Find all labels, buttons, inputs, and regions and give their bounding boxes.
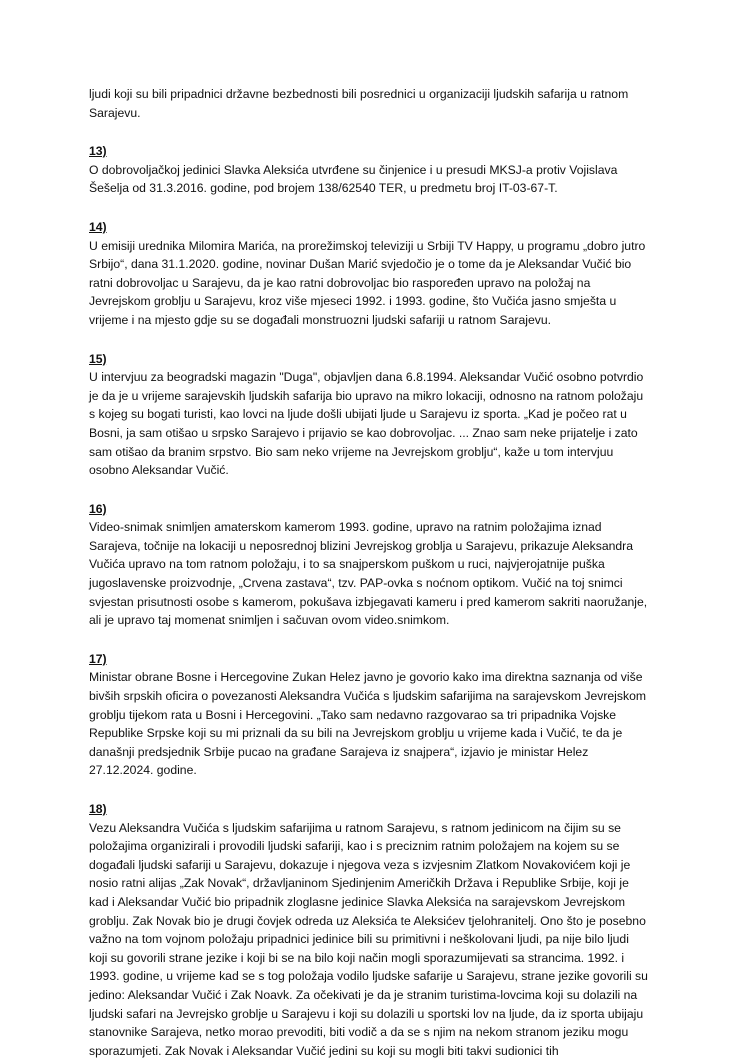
section-text: O dobrovoljačkoj jedinici Slavka Aleksića utvrđene su činjenice i u presudi MKSJ-a protiv Vojislava Šešelja od 31.3.2016. godine, pod brojem 138/62540 TER, u predmetu broj IT-03-67-T. [89,162,618,196]
section-number: 13) [89,144,107,159]
section-number: 18) [89,802,107,816]
section-13 [89,142,649,198]
section-text: Vezu Aleksandra Vučića s ljudskim safarijima u ratnom Sarajevu, s ratnom jedinicom na čijim su se položajima organizirali i provodili ljudski safariji, kao i s preciznim ratnim položajem na kojem su se događali ljudski safariji u Sarajevu, dokazuje i njegova veza s izvjesnim Zlatkom Novakovićem koji je nosio ratni alijas „Zak Novak“, državljaninom Sjedinjenim Američkih Država i Republike Srbije, koji je kad i Aleksandar Vučić bio pripadnik zloglasne jedinice Slavka Aleksića na sarajevskom Jevrejskom groblju. Zak Novak bio je drugi čovjek odreda uz Aleksića te Aleksićev tjelohranitelj. Ono što je posebno važno na tom vojnom položaju pripadnici jedinice bili su primitivni i neškolovani ljudi, pa nije bilo ljudi koji su govorili strane jezike i koji bi se na bilo koji način mogli sporazumijevati sa strancima. 1992. i 1993. godine, u vrijeme kad se s tog položaja vodilo ljudske safarije u Sarajevu, strane jezike govorili su jedino: Aleksandar Vučić i Zak Noavk. Za očekivati je da je stranim turistima-lovcima koji su dolazili na ljudski safari na Jevrejsko groblje u Sarajevu i koji su dolazili u sportski lov na ljude, da iz sporta ubijaju stanovnike Sarajeva, netko morao prevoditi, biti vodič a da se s njim na nekom stranom jeziku mogu sporazumjeti. Zak Novak i Aleksandar Vučić jedini su koji su mogli biti takvi sudionici tih [89,820,648,1058]
section-17 [89,650,649,780]
section-text: Ministar obrane Bosne i Hercegovine Zukan Helez javno je govorio kako ima direktna saznanja od više bivših srpskih oficira o povezanosti Aleksandra Vučića s ljudskim safarijima na sarajevskom Jevrejskom groblju tijekom rata u Bosni i Hercegovini. „Tako sam nedavno razgovarao sa tri pripadnika Vojske Republike Srpske koji su mi priznali da su bili na Jevrejskom groblju u vrijeme kada i Vučić, te da je današnji predsjednik Srbije pucao na građane Sarajeva iz snajpera“, izjavio je ministar Helez 27.12.2024. godine. [89,670,647,778]
section-number: 14) [89,219,107,234]
section-18 [89,800,649,1060]
section-14 [89,218,649,330]
section-16 [89,500,649,630]
section-15 [89,350,649,480]
section-text: Video-snimak snimljen amaterskom kamerom 1993. godine, upravo na ratnim položajima iznad Sarajeva, točnije na lokaciji u neposrednoj blizini Jevrejskog groblja u Sarajevu, prikazuje Aleksandra Vučića upravo na tom ratnom položaju, i to sa snajperskom puškom u ruci, najvjerojatnije puška jugoslavenske proizvodnje, „Crvena zastava“, tzv. PAP-ovka s noćnom optikom. Vučić na toj snimci svjestan prisutnosti osobe s kamerom, pokušava izbjegavati kameru i pred kamerom sakriti naoružanje, ali je upravo taj momenat snimljen i sačuvan ovom video.snimkom. [89,520,648,628]
section-number: 17) [89,651,107,666]
section-number: 16) [89,501,107,516]
intro-paragraph: ljudi koji su bili pripadnici državne bezbednosti bili posrednici u organizaciji ljudskih safarija u ratnom Sarajevu. [89,87,629,120]
section-text: U intervjuu za beogradski magazin "Duga", objavljen dana 6.8.1994. Aleksandar Vučić osobno potvrdio je da je u vrijeme sarajevskih ljudskih safarija bio upravo na mikro lokaciji, odnosno na ratnom položaju s kojeg su bogati turisti, kao lovci na ljude došli ubijati ljude u Sarajevu iz sporta. „Kad je počeo rat u Bosni, ja sam otišao u srpsko Sarajevo i prijavio se kao dobrovoljac. ... Znao sam neke prijatelje i zato sam otišao da branim srpstvo. Bio sam neko vrijeme na Jevrejskom groblju“, kaže u tom intervjuu osobno Aleksandar Vučić. [89,370,644,478]
section-number: 15) [89,351,107,366]
section-text: U emisiji urednika Milomira Marića, na prorežimskoj televiziji u Srbiji TV Happy, u programu „dobro jutro Srbijo“, dana 31.1.2020. godine, novinar Dušan Marić svjedočio je o tome da je Aleksandar Vučić bio ratni dobrovoljac u Sarajevu, da je kao ratni dobrovoljac bio raspoređen upravo na položaj na Jevrejskom groblju u Sarajevu, kroz više mjeseci 1992. i 1993. godine, što Vučića jasno smješta u vrijeme i na mjesto gdje su se događali monstruozni ljudski safariji u ratnom Sarajevu. [89,238,646,327]
